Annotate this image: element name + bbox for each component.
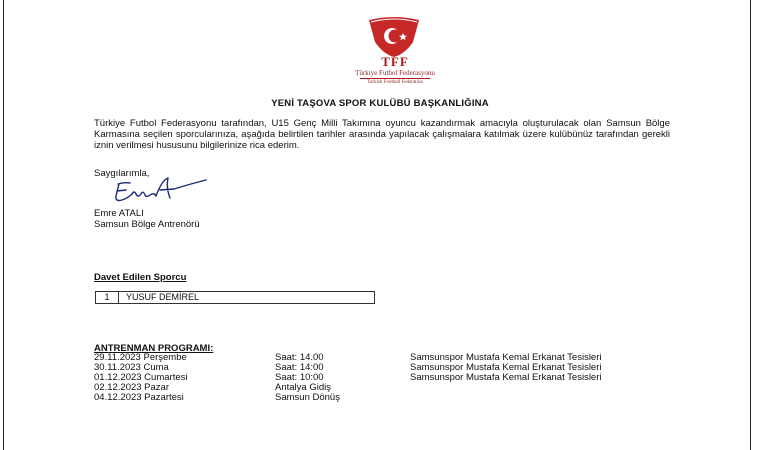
tff-crest-icon (361, 16, 427, 58)
program-date: 30.11.2023 Cuma (94, 362, 169, 373)
invited-athletes-title: Davet Edilen Sporcu (94, 272, 187, 283)
program-date: 01.12.2023 Cumartesi (94, 372, 188, 383)
program-date: 04.12.2023 Pazartesi (94, 392, 184, 403)
program-time: Samsun Dönüş (275, 392, 340, 403)
signer-name: Emre ATALI (94, 208, 144, 219)
signer-title: Samsun Bölge Antrenörü (94, 219, 200, 230)
logo-divider (360, 78, 430, 79)
program-date: 29.11.2023 Perşembe (94, 352, 187, 363)
athlete-row (95, 291, 375, 304)
logo-org-name-en: Turkish Football Federation (367, 80, 423, 85)
program-time: Antalya Gidiş (275, 382, 331, 393)
athlete-name: YUSUF DEMİREL (126, 292, 200, 302)
program-time: Saat: 14:00 (275, 362, 324, 373)
program-time: Saat: 14.00 (275, 352, 324, 363)
tff-logo (340, 10, 450, 85)
program-place: Samsunspor Mustafa Kemal Erkanat Tesisleri (410, 352, 602, 363)
page-border-left (3, 0, 4, 450)
greeting: Saygılarımla, (94, 168, 150, 179)
program-place: Samsunspor Mustafa Kemal Erkanat Tesisleri (410, 372, 602, 383)
program-title: ANTRENMAN PROGRAMI: (94, 343, 214, 354)
page-border-right (750, 0, 751, 450)
signature-icon (110, 176, 210, 206)
logo-org-name: Türkiye Futbol Federasyonu (355, 69, 435, 77)
logo-abbreviation: TFF (381, 54, 409, 69)
athlete-number: 1 (96, 292, 119, 303)
letter-heading: YENİ TAŞOVA SPOR KULÜBÜ BAŞKANLIĞINA (271, 98, 489, 109)
letter-body: Türkiye Futbol Federasyonu tarafından, U15 Genç Milli Takımına oyuncu kazandırmak amacıyla oluşturulacak olan Samsun Bölge Karmasına seçilen sporcularınıza, aşağıda belirtilen tarihler arasında yapılacak çalışmalara katılmak üzere kulübünüz tarafından gerekli iznin verilmesi hususunu bilgilerinize rica ederim. (94, 118, 670, 151)
program-date: 02.12.2023 Pazar (94, 382, 170, 393)
program-place: Samsunspor Mustafa Kemal Erkanat Tesisleri (410, 362, 602, 373)
program-time: Saat: 10:00 (275, 372, 324, 383)
